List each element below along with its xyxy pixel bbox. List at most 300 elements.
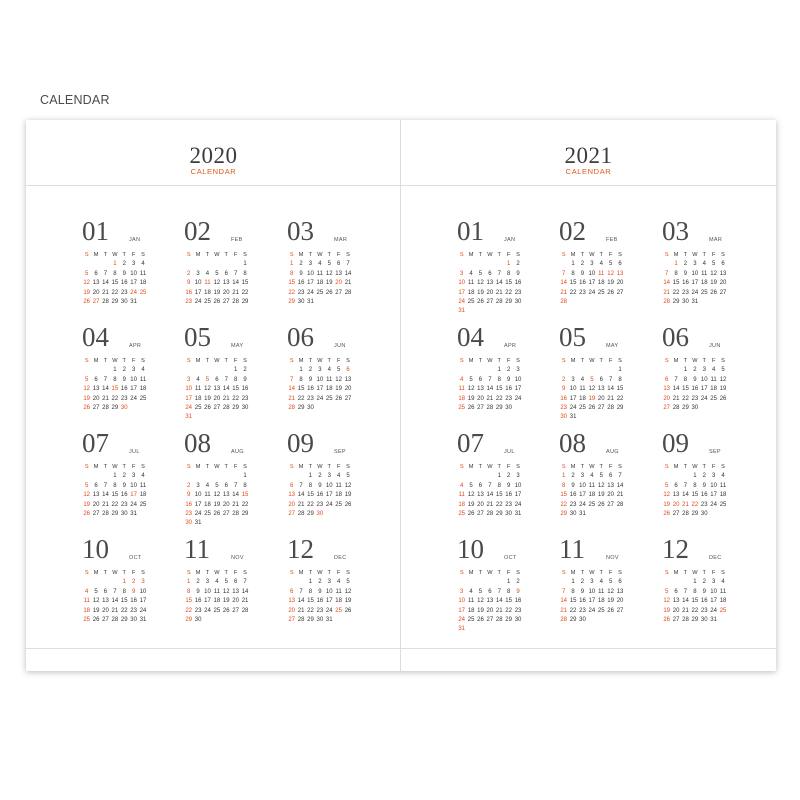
day-cell: 11 xyxy=(194,386,202,393)
day-cell: 27 xyxy=(486,616,494,623)
day-cell: 11 xyxy=(467,598,475,605)
day-cell: 29 xyxy=(241,298,249,305)
day-cell: 9 xyxy=(196,588,200,595)
day-cell: 11 xyxy=(139,482,147,489)
day-cell: 4 xyxy=(196,376,200,383)
weekday-label: S xyxy=(289,252,294,258)
day-cell: 12 xyxy=(607,588,614,595)
weekday-label: T xyxy=(224,358,228,364)
day-cell: 6 xyxy=(721,261,725,268)
day-cell: 20 xyxy=(672,501,680,508)
weekday-label: F xyxy=(711,570,716,576)
day-cell: 27 xyxy=(288,616,296,623)
day-cell: 20 xyxy=(92,289,100,296)
day-cell: 13 xyxy=(92,492,100,499)
day-cell: 15 xyxy=(569,598,577,605)
weekday-label: S xyxy=(84,570,89,576)
day-cell: 9 xyxy=(187,280,191,287)
day-cell: 13 xyxy=(222,280,230,287)
day-cell: 18 xyxy=(467,289,475,296)
day-cell: 14 xyxy=(232,280,239,287)
day-cell: 6 xyxy=(478,482,483,489)
empty-cell xyxy=(457,260,466,269)
day-cell: 7 xyxy=(683,482,688,489)
day-cell: 22 xyxy=(495,395,503,402)
month-jan xyxy=(82,217,154,307)
day-cell: 30 xyxy=(514,616,522,623)
day-grid xyxy=(662,251,728,307)
month-number: 12 xyxy=(662,534,689,564)
day-cell: 28 xyxy=(297,510,305,517)
weekday-label: T xyxy=(327,358,331,364)
day-cell: 22 xyxy=(120,607,128,614)
weekday-label: T xyxy=(103,464,108,470)
page-year-2021 xyxy=(401,120,776,671)
month-name: MAY xyxy=(606,343,619,349)
day-cell: 1 xyxy=(506,579,511,586)
day-cell: 3 xyxy=(327,579,331,586)
day-cell: 28 xyxy=(607,404,614,411)
month-number: 03 xyxy=(662,216,689,246)
day-cell: 1 xyxy=(571,579,575,586)
day-cell: 4 xyxy=(460,376,464,383)
day-cell: 23 xyxy=(579,607,586,614)
day-cell: 23 xyxy=(241,395,249,402)
day-cell: 27 xyxy=(222,510,230,517)
day-cell: 3 xyxy=(318,367,322,374)
month-name: AUG xyxy=(231,449,244,455)
day-cell: 20 xyxy=(616,280,624,287)
weekday-label: S xyxy=(664,464,669,470)
day-cell: 4 xyxy=(85,588,89,595)
day-cell: 20 xyxy=(92,501,100,508)
day-cell: 11 xyxy=(579,386,586,393)
weekday-label: F xyxy=(233,358,238,364)
day-cell: 5 xyxy=(346,473,350,480)
day-cell: 7 xyxy=(233,270,238,277)
weekday-label: M xyxy=(93,570,99,576)
weekday-label: T xyxy=(205,252,210,258)
day-cell: 29 xyxy=(185,616,193,623)
day-cell: 24 xyxy=(588,289,596,296)
day-cell: 25 xyxy=(83,616,91,623)
empty-cell xyxy=(184,472,193,481)
day-cell: 14 xyxy=(111,598,119,605)
day-cell: 30 xyxy=(185,520,193,527)
day-cell: 20 xyxy=(719,280,727,287)
day-cell: 10 xyxy=(139,588,147,595)
day-cell: 12 xyxy=(213,492,221,499)
day-cell: 3 xyxy=(516,367,520,374)
day-cell: 4 xyxy=(327,367,331,374)
day-cell: 28 xyxy=(486,404,494,411)
day-cell: 27 xyxy=(616,607,624,614)
weekday-label: F xyxy=(506,358,511,364)
day-cell: 8 xyxy=(308,588,313,595)
empty-cell xyxy=(82,578,91,587)
day-cell: 9 xyxy=(562,386,566,393)
weekday-label: S xyxy=(186,252,191,258)
day-cell: 10 xyxy=(579,482,586,489)
day-cell: 3 xyxy=(580,473,585,480)
day-cell: 29 xyxy=(288,298,296,305)
day-cell: 18 xyxy=(335,492,342,499)
day-cell: 2 xyxy=(131,579,136,586)
weekday-label: S xyxy=(141,358,145,364)
day-cell: 24 xyxy=(325,607,333,614)
weekday-label: F xyxy=(336,464,341,470)
day-cell: 10 xyxy=(514,376,522,383)
weekday-label: M xyxy=(298,252,304,258)
day-cell: 26 xyxy=(213,510,221,517)
day-cell: 1 xyxy=(693,579,697,586)
weekday-label: S xyxy=(84,252,89,258)
day-cell: 5 xyxy=(205,376,210,383)
day-cell: 4 xyxy=(590,473,594,480)
weekday-label: F xyxy=(131,570,136,576)
day-cell: 10 xyxy=(700,376,708,383)
weekday-label: M xyxy=(570,252,576,258)
weekday-label: T xyxy=(205,464,210,470)
month-number: 03 xyxy=(287,216,314,246)
day-cell: 17 xyxy=(514,492,522,499)
day-cell: 5 xyxy=(590,376,594,383)
day-cell: 6 xyxy=(94,376,98,383)
day-grid xyxy=(184,569,250,625)
year-title: 2020 xyxy=(189,143,238,168)
month-name: NOV xyxy=(606,555,619,561)
day-cell: 9 xyxy=(187,492,191,499)
weekday-label: T xyxy=(580,570,585,576)
day-cell: 2 xyxy=(702,473,706,480)
month-may xyxy=(184,322,256,421)
day-cell: 3 xyxy=(460,270,464,277)
month-number: 07 xyxy=(457,428,484,458)
weekday-label: T xyxy=(205,358,210,364)
day-cell: 19 xyxy=(588,395,596,402)
empty-cell xyxy=(485,260,494,269)
month-name: JAN xyxy=(129,237,141,243)
empty-cell xyxy=(212,366,221,375)
day-cell: 29 xyxy=(495,510,503,517)
day-cell: 12 xyxy=(204,386,211,393)
day-cell: 5 xyxy=(608,261,613,268)
day-cell: 16 xyxy=(241,386,249,393)
day-grid xyxy=(662,357,728,413)
day-cell: 7 xyxy=(618,473,622,480)
day-cell: 31 xyxy=(691,298,699,305)
weekday-label: F xyxy=(131,252,136,258)
day-cell: 7 xyxy=(103,482,108,489)
weekday-label: M xyxy=(570,358,576,364)
weekday-label: T xyxy=(497,358,501,364)
day-cell: 10 xyxy=(588,588,596,595)
day-cell: 28 xyxy=(222,404,230,411)
day-cell: 25 xyxy=(139,395,147,402)
month-mar xyxy=(287,217,359,307)
day-cell: 18 xyxy=(139,280,147,287)
weekday-label: S xyxy=(721,464,725,470)
weekday-label: S xyxy=(243,358,247,364)
day-cell: 4 xyxy=(336,579,341,586)
day-cell: 10 xyxy=(458,280,466,287)
day-cell: 29 xyxy=(569,616,577,623)
month-number: 04 xyxy=(457,322,484,352)
empty-cell xyxy=(495,260,504,269)
day-cell: 2 xyxy=(196,579,200,586)
day-cell: 3 xyxy=(327,473,331,480)
month-mar xyxy=(662,217,734,307)
weekday-label: W xyxy=(112,570,118,576)
day-cell: 13 xyxy=(663,386,671,393)
weekday-label: S xyxy=(459,464,464,470)
day-cell: 27 xyxy=(213,404,221,411)
day-cell: 10 xyxy=(710,588,717,595)
day-cell: 13 xyxy=(486,598,494,605)
day-cell: 13 xyxy=(102,598,109,605)
day-cell: 31 xyxy=(514,510,522,517)
day-cell: 14 xyxy=(672,386,680,393)
day-cell: 26 xyxy=(325,289,333,296)
weekday-label: T xyxy=(122,464,126,470)
day-cell: 20 xyxy=(288,501,296,508)
day-cell: 2 xyxy=(571,473,575,480)
day-cell: 8 xyxy=(497,482,501,489)
weekday-label: T xyxy=(224,570,228,576)
day-cell: 11 xyxy=(335,482,342,489)
day-cell: 5 xyxy=(85,376,89,383)
month-name: FEB xyxy=(231,237,243,243)
day-cell: 26 xyxy=(719,395,727,402)
day-cell: 12 xyxy=(607,270,614,277)
day-cell: 22 xyxy=(111,501,119,508)
day-cell: 10 xyxy=(316,376,324,383)
day-cell: 1 xyxy=(674,261,678,268)
empty-cell xyxy=(457,366,466,375)
day-cell: 4 xyxy=(205,482,210,489)
day-cell: 14 xyxy=(663,280,671,287)
day-cell: 18 xyxy=(579,395,586,402)
month-name: AUG xyxy=(606,449,619,455)
day-cell: 17 xyxy=(204,598,211,605)
day-cell: 16 xyxy=(700,598,708,605)
day-cell: 12 xyxy=(83,280,91,287)
month-jul xyxy=(457,429,529,519)
day-cell: 3 xyxy=(131,367,136,374)
day-cell: 31 xyxy=(185,414,193,421)
day-cell: 2 xyxy=(122,367,126,374)
day-cell: 15 xyxy=(682,386,689,393)
day-cell: 19 xyxy=(663,607,671,614)
day-cell: 27 xyxy=(672,616,680,623)
day-cell: 31 xyxy=(307,298,314,305)
day-cell: 18 xyxy=(719,492,727,499)
day-cell: 4 xyxy=(215,579,219,586)
weekday-label: S xyxy=(186,358,191,364)
day-cell: 5 xyxy=(665,482,669,489)
day-cell: 23 xyxy=(185,298,193,305)
day-cell: 25 xyxy=(139,289,147,296)
weekday-label: W xyxy=(692,358,698,364)
day-cell: 11 xyxy=(701,270,708,277)
weekday-label: T xyxy=(702,570,706,576)
day-cell: 18 xyxy=(139,386,147,393)
weekday-label: S xyxy=(721,570,725,576)
day-cell: 14 xyxy=(560,280,568,287)
day-cell: 28 xyxy=(297,616,305,623)
day-cell: 7 xyxy=(488,376,492,383)
day-cell: 2 xyxy=(299,261,303,268)
day-cell: 16 xyxy=(505,492,512,499)
day-cell: 30 xyxy=(579,616,586,623)
day-cell: 30 xyxy=(241,404,249,411)
day-cell: 4 xyxy=(141,261,145,268)
month-name: SEP xyxy=(709,449,721,455)
weekday-label: S xyxy=(289,358,294,364)
empty-cell xyxy=(485,366,494,375)
day-grid xyxy=(287,357,353,413)
day-cell: 7 xyxy=(665,270,669,277)
weekday-label: T xyxy=(599,570,603,576)
day-cell: 16 xyxy=(691,386,699,393)
weekday-label: S xyxy=(516,358,520,364)
weekday-label: T xyxy=(683,570,688,576)
weekday-label: S xyxy=(346,358,350,364)
day-cell: 8 xyxy=(113,482,117,489)
weekday-label: M xyxy=(298,570,304,576)
day-cell: 17 xyxy=(130,280,137,287)
day-cell: 21 xyxy=(344,280,352,287)
empty-cell xyxy=(466,366,475,375)
day-cell: 9 xyxy=(580,588,585,595)
weekday-label: M xyxy=(468,358,474,364)
day-cell: 8 xyxy=(243,482,247,489)
day-cell: 6 xyxy=(290,482,294,489)
day-cell: 2 xyxy=(308,367,313,374)
weekday-label: F xyxy=(608,464,613,470)
day-cell: 2 xyxy=(187,270,191,277)
weekday-label: S xyxy=(243,252,247,258)
month-number: 04 xyxy=(82,322,109,352)
day-cell: 24 xyxy=(185,404,193,411)
day-cell: 15 xyxy=(495,492,503,499)
weekday-label: M xyxy=(195,570,201,576)
empty-cell xyxy=(222,260,231,269)
empty-cell xyxy=(568,366,577,375)
day-cell: 21 xyxy=(486,395,494,402)
month-dec xyxy=(662,535,734,625)
month-name: SEP xyxy=(334,449,346,455)
day-cell: 24 xyxy=(130,501,137,508)
day-cell: 12 xyxy=(710,270,717,277)
day-cell: 18 xyxy=(467,607,475,614)
day-cell: 18 xyxy=(458,501,466,508)
day-cell: 26 xyxy=(222,607,230,614)
day-cell: 12 xyxy=(663,598,671,605)
month-number: 01 xyxy=(82,216,109,246)
weekday-label: S xyxy=(561,252,566,258)
day-cell: 8 xyxy=(683,376,688,383)
month-jan xyxy=(457,216,529,315)
day-cell: 29 xyxy=(307,616,314,623)
empty-cell xyxy=(671,578,680,587)
day-cell: 24 xyxy=(458,616,466,623)
day-cell: 9 xyxy=(506,482,511,489)
day-cell: 13 xyxy=(616,588,624,595)
day-cell: 3 xyxy=(308,261,313,268)
empty-cell xyxy=(231,472,240,481)
day-cell: 20 xyxy=(607,492,614,499)
weekday-label: W xyxy=(112,464,118,470)
day-cell: 9 xyxy=(693,376,697,383)
day-cell: 20 xyxy=(672,607,680,614)
month-number: 12 xyxy=(287,534,314,564)
day-cell: 13 xyxy=(288,492,296,499)
day-cell: 18 xyxy=(325,386,333,393)
weekday-label: S xyxy=(618,570,622,576)
month-sep xyxy=(287,429,359,519)
day-cell: 28 xyxy=(111,616,119,623)
day-cell: 24 xyxy=(130,395,137,402)
day-cell: 15 xyxy=(241,280,249,287)
day-cell: 26 xyxy=(607,607,614,614)
weekday-label: M xyxy=(673,464,679,470)
day-cell: 7 xyxy=(290,376,294,383)
day-cell: 15 xyxy=(111,280,119,287)
day-cell: 24 xyxy=(194,510,202,517)
day-cell: 26 xyxy=(467,404,475,411)
day-cell: 11 xyxy=(83,598,90,605)
day-cell: 2 xyxy=(187,482,191,489)
day-cell: 22 xyxy=(241,289,249,296)
day-cell: 25 xyxy=(325,395,333,402)
empty-cell xyxy=(466,260,475,269)
day-cell: 23 xyxy=(120,501,128,508)
day-cell: 11 xyxy=(598,588,605,595)
day-cell: 13 xyxy=(672,598,680,605)
empty-cell xyxy=(559,260,568,269)
month-name: APR xyxy=(504,343,517,349)
day-cell: 13 xyxy=(486,280,494,287)
day-cell: 19 xyxy=(607,280,614,287)
month-number: 08 xyxy=(184,428,211,458)
day-cell: 28 xyxy=(560,616,568,623)
day-cell: 28 xyxy=(288,404,296,411)
day-cell: 19 xyxy=(663,501,671,508)
day-cell: 27 xyxy=(232,607,239,614)
day-cell: 8 xyxy=(674,270,678,277)
day-cell: 1 xyxy=(693,473,697,480)
empty-cell xyxy=(203,366,212,375)
month-apr xyxy=(457,323,529,413)
weekday-label: S xyxy=(84,358,89,364)
day-cell: 23 xyxy=(120,395,128,402)
empty-cell xyxy=(82,260,91,269)
day-cell: 1 xyxy=(506,261,511,268)
day-cell: 21 xyxy=(495,607,503,614)
day-cell: 4 xyxy=(711,367,716,374)
day-cell: 25 xyxy=(139,501,147,508)
day-cell: 30 xyxy=(700,616,708,623)
day-cell: 26 xyxy=(335,395,342,402)
day-cell: 26 xyxy=(710,289,717,296)
day-cell: 4 xyxy=(721,579,725,586)
day-cell: 12 xyxy=(467,492,475,499)
day-cell: 18 xyxy=(316,280,324,287)
day-cell: 30 xyxy=(514,298,522,305)
weekday-label: M xyxy=(468,252,474,258)
weekday-label: S xyxy=(243,570,247,576)
